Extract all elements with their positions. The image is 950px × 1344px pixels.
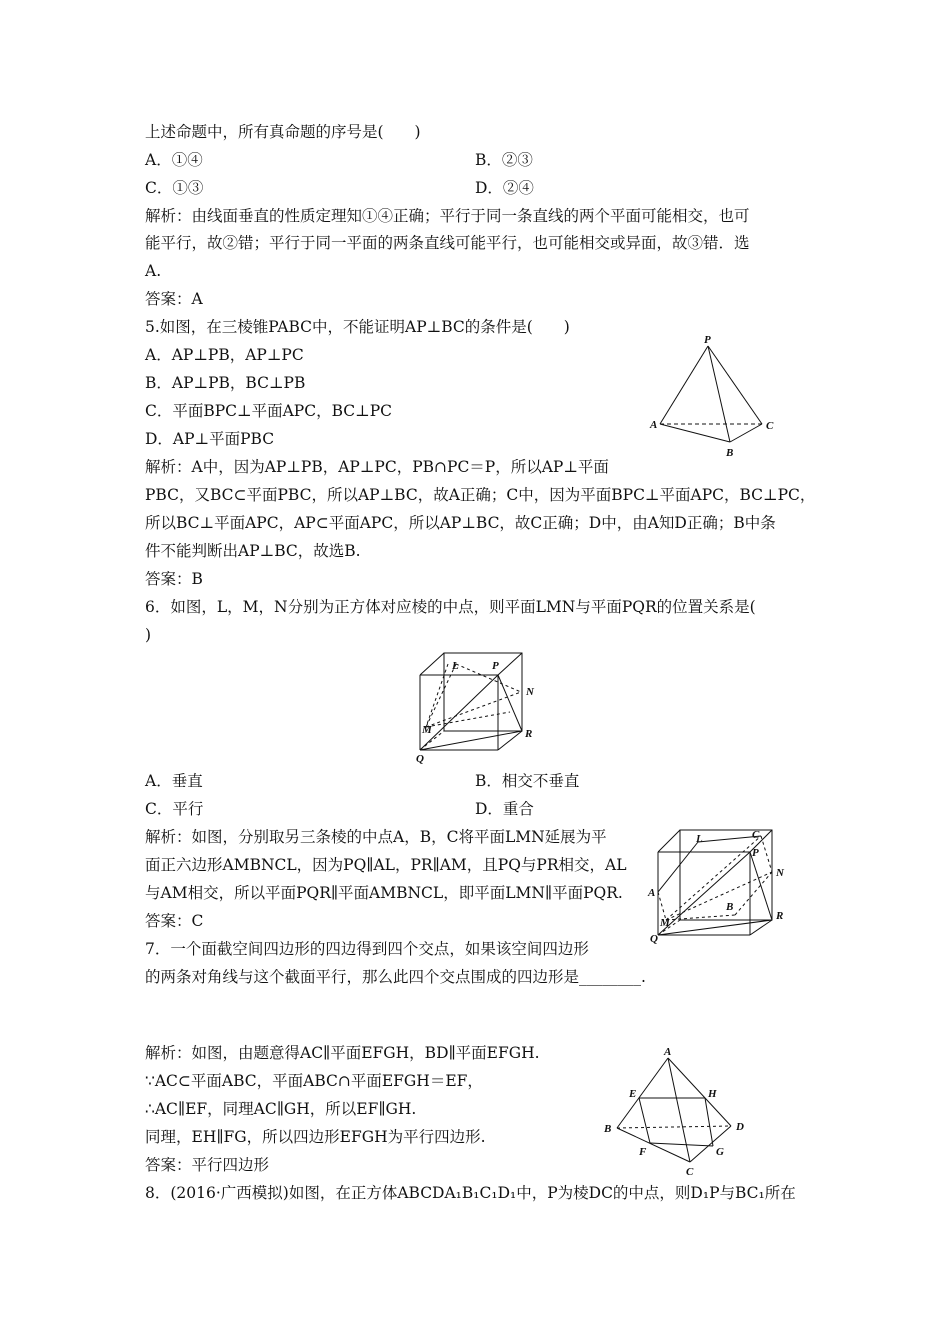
q4-solution-line2: 能平行，故②错；平行于同一平面的两条直线可能平行，也可能相交或异面，故③错．选 <box>145 234 750 252</box>
q5-solution-line2: PBC，又BC⊂平面PBC，所以AP⊥BC，故A正确；C中，因为平面BPC⊥平面APC，BC⊥PC， <box>145 486 816 504</box>
label-c: C <box>686 1166 694 1178</box>
q4-option-c: C．①③ <box>145 179 204 197</box>
q4-tail: 上述命题中，所有真命题的序号是( ) <box>145 123 421 141</box>
label-q: Q <box>416 753 424 765</box>
label-b: B <box>604 1123 612 1135</box>
label-h: H <box>708 1088 717 1100</box>
q5-solution-line3: 所以BC⊥平面APC，AP⊂平面APC，所以AP⊥BC，故C正确；D中，由A知D正确；B中条 <box>145 514 776 532</box>
label-a: A <box>664 1046 672 1058</box>
q7-solution-line1: 解析：如图，由题意得AC∥平面EFGH，BD∥平面EFGH. <box>145 1044 540 1062</box>
label-m: M <box>422 724 432 736</box>
q5-option-d: D．AP⊥平面PBC <box>145 430 275 448</box>
q5-solution-line4: 件不能判断出AP⊥BC，故选B. <box>145 542 361 560</box>
q4-solution-line1: 解析：由线面垂直的性质定理知①④正确；平行于同一条直线的两个平面可能相交，也可 <box>145 207 750 225</box>
spatial-quadrilateral-figure <box>595 1040 765 1180</box>
label-d: D <box>736 1121 744 1133</box>
q6-solution-line3: 与AM相交，所以平面PQR∥平面AMBNCL，即平面LMN∥平面PQR. <box>145 884 623 902</box>
q5-option-c: C．平面BPC⊥平面APC，BC⊥PC <box>145 402 393 420</box>
q7-solution-line2: ∵AC⊂平面ABC，平面ABC∩平面EFGH＝EF， <box>145 1072 483 1090</box>
label-n: N <box>776 867 784 879</box>
label-a: A <box>650 419 658 431</box>
q8-stem: 8．(2016·广西模拟)如图，在正方体ABCDA₁B₁C₁D₁中，P为棱DC的中点，则D₁P与BC₁所在 <box>145 1184 796 1202</box>
label-n: N <box>526 686 534 698</box>
cube-lmn-pqr-figure <box>408 645 548 770</box>
label-f: F <box>639 1146 647 1158</box>
q7-stem-line1: 7．一个面截空间四边形的四边得到四个交点，如果该空间四边形 <box>145 940 589 958</box>
label-c: C <box>752 829 760 841</box>
q6-option-d: D．重合 <box>475 800 534 818</box>
cube-hexagon-figure <box>640 820 800 950</box>
q7-answer: 答案：平行四边形 <box>145 1156 270 1174</box>
label-g: G <box>716 1146 724 1158</box>
label-a: A <box>648 887 656 899</box>
label-b: B <box>726 901 734 913</box>
label-c: C <box>766 420 774 432</box>
label-b: B <box>726 447 734 459</box>
q7-stem-line2: 的两条对角线与这个截面平行，那么此四个交点围成的四边形是________. <box>145 968 646 986</box>
q6-answer: 答案：C <box>145 912 204 930</box>
label-r: R <box>525 728 533 740</box>
q4-option-a: A．①④ <box>145 151 203 169</box>
label-m: M <box>660 917 670 929</box>
label-q: Q <box>650 933 658 945</box>
q7-solution-line4: 同理，EH∥FG，所以四边形EFGH为平行四边形. <box>145 1128 486 1146</box>
q5-option-b: B．AP⊥PB，BC⊥PB <box>145 374 306 392</box>
label-l: L <box>696 833 703 845</box>
label-r: R <box>776 910 784 922</box>
q5-option-a: A．AP⊥PB，AP⊥PC <box>145 346 304 364</box>
q6-stem-line1: 6．如图，L，M，N分别为正方体对应棱的中点，则平面LMN与平面PQR的位置关系是( <box>145 598 756 616</box>
pyramid-pabc-figure <box>640 330 790 465</box>
q5-stem: 5.如图，在三棱锥PABC中，不能证明AP⊥BC的条件是( ) <box>145 318 570 336</box>
q4-answer: 答案：A <box>145 290 203 308</box>
label-e: E <box>629 1088 637 1100</box>
q6-stem-line2: ) <box>145 626 152 644</box>
q4-option-d: D．②④ <box>475 179 534 197</box>
q7-solution-line3: ∴AC∥EF，同理AC∥GH，所以EF∥GH. <box>145 1100 417 1118</box>
q5-answer: 答案：B <box>145 570 203 588</box>
q6-solution-line1: 解析：如图，分别取另三条棱的中点A，B，C将平面LMN延展为平 <box>145 828 607 846</box>
label-l: L <box>452 660 459 672</box>
q6-solution-line2: 面正六边形AMBNCL，因为PQ∥AL，PR∥AM，且PQ与PR相交，AL <box>145 856 627 874</box>
q4-option-b: B．②③ <box>475 151 533 169</box>
q5-solution-line1: 解析：A中，因为AP⊥PB，AP⊥PC，PB∩PC＝P，所以AP⊥平面 <box>145 458 609 476</box>
q6-option-c: C．平行 <box>145 800 204 818</box>
label-p: P <box>752 847 759 859</box>
label-p: P <box>704 334 711 346</box>
q4-solution-line3: A. <box>145 262 162 280</box>
label-p: P <box>492 660 499 672</box>
q6-option-b: B．相交不垂直 <box>475 772 580 790</box>
q6-option-a: A．垂直 <box>145 772 203 790</box>
